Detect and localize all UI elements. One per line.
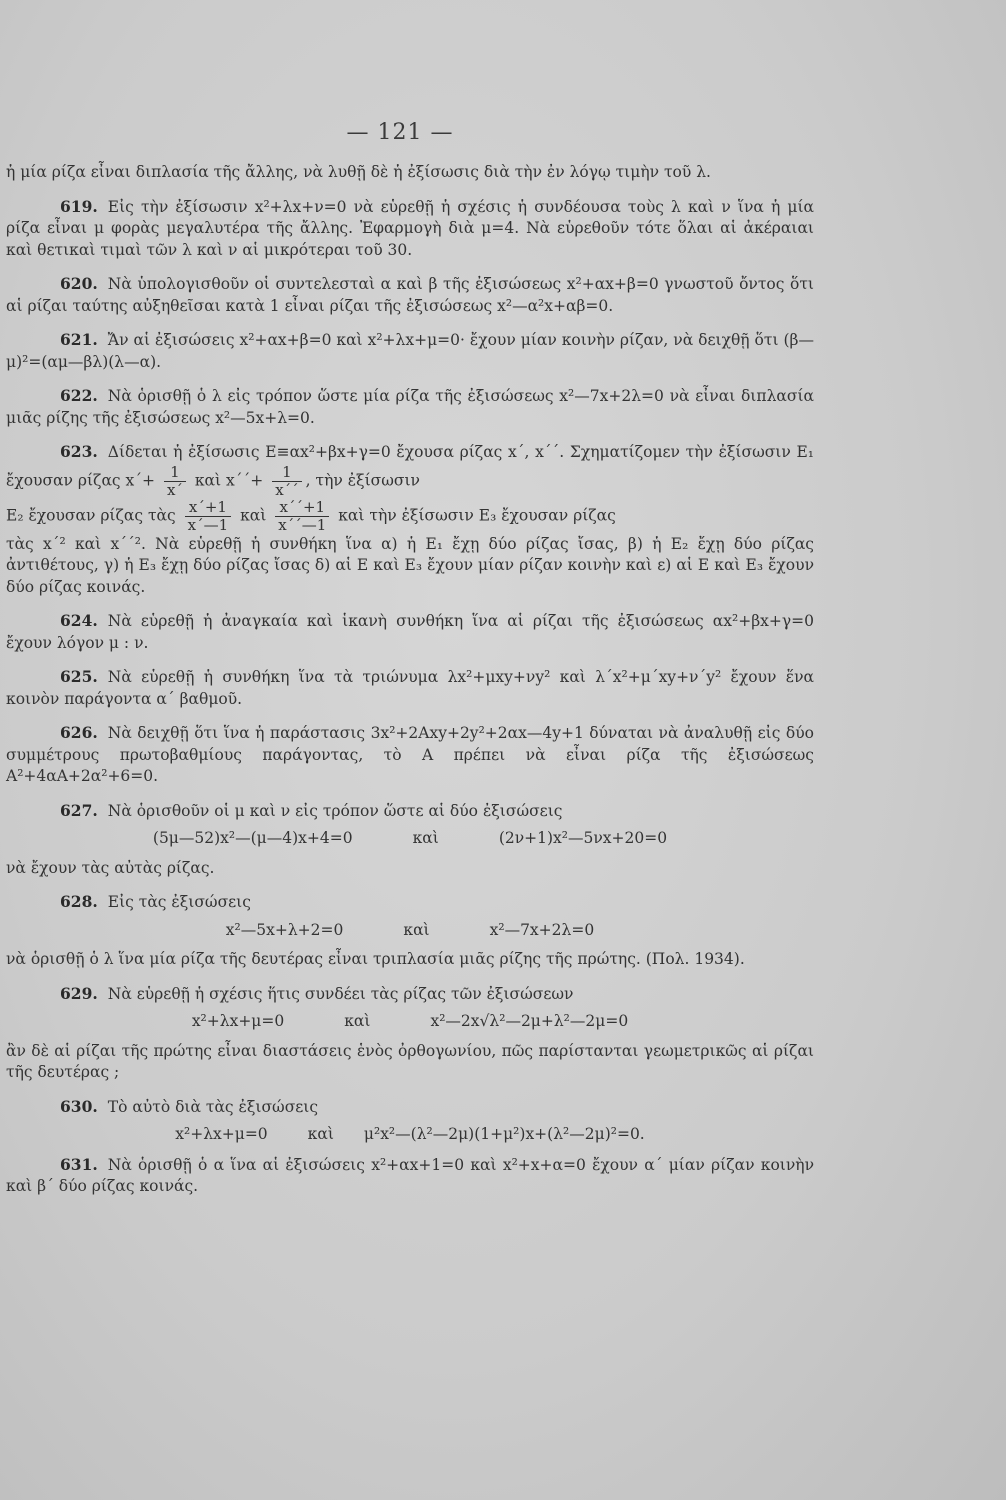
equation-line bbox=[6, 920, 814, 942]
fraction bbox=[275, 499, 329, 534]
exercise-text: Νὰ ὁρισθῇ ὁ λ εἰς τρόπον ὥστε μία ρίζα τῆς ἐξισώσεως x²—7x+2λ=0 νὰ εἶναι διπλασία μιᾶς ρίζης τῆς ἐξισώσεως x²—5x+λ=0. bbox=[6, 387, 814, 427]
exercise-number: 625. bbox=[60, 667, 98, 686]
equation-line bbox=[6, 1124, 814, 1146]
exercise-text: Νὰ ὑπολογισθοῦν οἱ συντελεσταὶ α καὶ β τῆς ἐξισώσεως x²+αx+β=0 γνωστοῦ ὄντος ὅτι αἱ ρίζαι ταύτης αὐξηθεῖσαι κατὰ 1 εἶναι ρίζαι τῆς ἐξισώσεως x²—α²x+αβ=0. bbox=[6, 275, 814, 315]
intro-line-2: τιμὴν τοῦ λ. bbox=[615, 163, 711, 181]
equation-line bbox=[6, 1011, 814, 1033]
page-body bbox=[6, 162, 814, 1210]
exercise-626 bbox=[6, 722, 814, 788]
numerator: x΄΄+1 bbox=[275, 499, 329, 517]
denominator: x΄΄—1 bbox=[278, 515, 327, 534]
exercise-text: ἂν δὲ αἱ ρίζαι τῆς πρώτης εἶναι διαστάσεις ἑνὸς ὀρθογωνίου, πῶς παρίστανται γεωμετρικῶς αἱ ρίζαι τῆς δευτέρας ; bbox=[6, 1041, 814, 1081]
equation: x²—2x√λ²—2μ+λ²—2μ=0 bbox=[430, 1012, 629, 1030]
equation: x²—5x+λ+2=0 bbox=[225, 920, 344, 939]
equation-connector: καὶ bbox=[412, 829, 439, 847]
equation-connector: καὶ bbox=[403, 920, 430, 939]
equation: μ²x²—(λ²—2μ)(1+μ²)x+(λ²—2μ)²=0. bbox=[363, 1125, 645, 1143]
exercise-text: Νὰ εὑρεθῇ ἡ συνθήκη ἵνα τὰ τριώνυμα λx²+μxy+νy² καὶ λ΄x²+μ΄xy+ν΄y² ἔχουν ἕνα κοινὸν παράγοντα α΄ βαθμοῦ. bbox=[6, 668, 814, 708]
exercise-text: Τὸ αὐτὸ διὰ τὰς ἐξισώσεις bbox=[107, 1097, 319, 1116]
fraction bbox=[164, 464, 186, 499]
exercise-text: E₂ ἔχουσαν ρίζας τὰς bbox=[6, 506, 176, 524]
exercise-number: 622. bbox=[60, 386, 98, 405]
equation: x²—7x+2λ=0 bbox=[489, 920, 595, 939]
equation-connector: καὶ bbox=[344, 1012, 371, 1030]
fraction bbox=[272, 464, 301, 499]
exercise-624 bbox=[6, 610, 814, 654]
exercise-627 bbox=[6, 800, 814, 880]
equation: (5μ—52)x²—(μ—4)x+4=0 bbox=[152, 829, 353, 847]
exercise-text: νὰ ὁρισθῇ ὁ λ ἵνα μία ρίζα τῆς δευτέρας εἶναι τριπλασία μιᾶς ρίζης τῆς πρώτης. (Πολ. 1934). bbox=[6, 950, 745, 968]
exercise-620 bbox=[6, 273, 814, 317]
exercise-622 bbox=[6, 385, 814, 429]
denominator: x΄΄ bbox=[275, 480, 299, 499]
exercise-number: 624. bbox=[60, 611, 98, 630]
page-number: — 121 — bbox=[346, 120, 454, 145]
exercise-625 bbox=[6, 666, 814, 710]
exercise-text: τὰς x΄² καὶ x΄΄². Νὰ εὑρεθῇ ἡ συνθήκη ἵνα α) ἡ E₁ ἔχῃ δύο ρίζας ἴσας, β) ἡ E₂ ἔχῃ δύο ρίζας ἀντιθέτους, γ) ἡ E₃ ἔχῃ δύο ρίζας ἴσας δ) αἱ E καὶ E₃ ἔχουν μίαν ρίζαν κοινὴν καὶ ε) αἱ E καὶ E₃ ἔχουν δύο ρίζας κοινάς. bbox=[6, 534, 814, 596]
exercise-631 bbox=[6, 1154, 814, 1198]
intro-line-1: ἡ μία ρίζα εἶναι διπλασία τῆς ἄλλης, νὰ λυθῇ δὲ ἡ ἐξίσωσις διὰ τὴν ἐν λόγῳ bbox=[6, 163, 611, 181]
exercise-number: 620. bbox=[60, 274, 98, 293]
denominator: x΄ bbox=[166, 480, 183, 499]
exercise-text: Εἰς τὰς ἐξισώσεις bbox=[107, 893, 251, 911]
exercise-text: Εἰς τὴν ἐξίσωσιν x²+λx+ν=0 νὰ εὑρεθῇ ἡ σχέσις ἡ συνδέουσα τοὺς λ καὶ ν ἵνα ἡ μία ρίζα εἶναι μ φορὰς μεγαλυτέρα τῆς ἄλλης. Ἐφαρμογὴ διὰ μ=4. Νὰ εὑρεθοῦν τότε ὅλαι αἱ ἀκέραιαι καὶ θετικαὶ τιμαὶ τῶν λ καὶ ν αἱ μικρότεραι τοῦ 30. bbox=[6, 197, 814, 259]
exercise-text: Νὰ εὑρεθῇ ἡ σχέσις ἥτις συνδέει τὰς ρίζας τῶν ἐξισώσεων bbox=[107, 984, 574, 1003]
exercise-number: 631. bbox=[60, 1154, 98, 1174]
exercise-number: 621. bbox=[60, 330, 98, 349]
equation: x²+λx+μ=0 bbox=[175, 1125, 268, 1143]
numerator: x΄+1 bbox=[185, 499, 232, 517]
exercise-623 bbox=[6, 441, 814, 598]
equation-line bbox=[6, 828, 814, 850]
exercise-text: Δίδεται ἡ ἐξίσωσις E≡αx²+βx+γ=0 ἔχουσα ρίζας x΄, x΄΄. Σχηματίζομεν τὴν ἐξίσωσιν E₁ ἔχουσαν ρίζας x΄+ bbox=[6, 443, 814, 489]
exercise-text: Νὰ δειχθῇ ὅτι ἵνα ἡ παράστασις 3x²+2Axy+2y²+2αx—4y+1 δύναται νὰ ἀναλυθῇ εἰς δύο συμμέτρους πρωτοβαθμίους παράγοντας, τὸ A πρέπει νὰ εἶναι ρίζα τῆς ἐξισώσεως A²+4αA+2α²+6=0. bbox=[6, 724, 814, 785]
exercise-628 bbox=[6, 891, 814, 971]
equation: x²+λx+μ=0 bbox=[191, 1012, 285, 1030]
equation-connector: καὶ bbox=[307, 1125, 334, 1143]
fraction-row bbox=[6, 499, 814, 534]
exercise-text: , τὴν ἐξίσωσιν bbox=[305, 471, 420, 489]
exercise-number: 626. bbox=[60, 723, 98, 742]
exercise-text: καὶ bbox=[240, 506, 267, 524]
exercise-number: 619. bbox=[60, 196, 98, 216]
exercise-number: 630. bbox=[60, 1096, 98, 1116]
exercise-text: Νὰ ὁρισθοῦν οἱ μ καὶ ν εἰς τρόπον ὥστε αἱ δύο ἐξισώσεις bbox=[107, 801, 563, 820]
fraction bbox=[185, 499, 232, 534]
exercise-619 bbox=[6, 196, 814, 262]
exercise-text: Ἄν αἱ ἐξισώσεις x²+αx+β=0 καὶ x²+λx+μ=0· ἔχουν μίαν κοινὴν ρίζαν, νὰ δειχθῇ ὅτι (β—μ)²=(αμ—βλ)(λ—α). bbox=[6, 331, 814, 371]
numerator: 1 bbox=[164, 464, 186, 482]
numerator: 1 bbox=[272, 464, 301, 482]
exercise-text: Νὰ ὁρισθῇ ὁ α ἵνα αἱ ἐξισώσεις x²+αx+1=0 καὶ x²+x+α=0 ἔχουν α΄ μίαν ρίζαν κοινὴν καὶ β΄ δύο ρίζας κοινάς. bbox=[6, 1155, 814, 1195]
exercise-number: 627. bbox=[60, 800, 98, 820]
exercise-number: 623. bbox=[60, 442, 98, 461]
exercise-621 bbox=[6, 329, 814, 373]
equation: (2ν+1)x²—5νx+20=0 bbox=[498, 829, 668, 847]
exercise-629 bbox=[6, 983, 814, 1084]
exercise-text: καὶ τὴν ἐξίσωσιν E₃ ἔχουσαν ρίζας bbox=[338, 506, 616, 524]
denominator: x΄—1 bbox=[187, 515, 229, 534]
exercise-text: καὶ x΄΄+ bbox=[194, 471, 264, 489]
intro-paragraph bbox=[6, 162, 814, 184]
exercise-number: 629. bbox=[60, 983, 98, 1003]
exercise-text: νὰ ἔχουν τὰς αὐτὰς ρίζας. bbox=[6, 858, 215, 877]
exercise-number: 628. bbox=[60, 892, 98, 911]
exercise-630 bbox=[6, 1096, 814, 1146]
exercise-text: Νὰ εὑρεθῇ ἡ ἀναγκαία καὶ ἱκανὴ συνθήκη ἵνα αἱ ρίζαι τῆς ἐξισώσεως αx²+βx+γ=0 ἔχουν λόγον μ : ν. bbox=[6, 612, 814, 652]
